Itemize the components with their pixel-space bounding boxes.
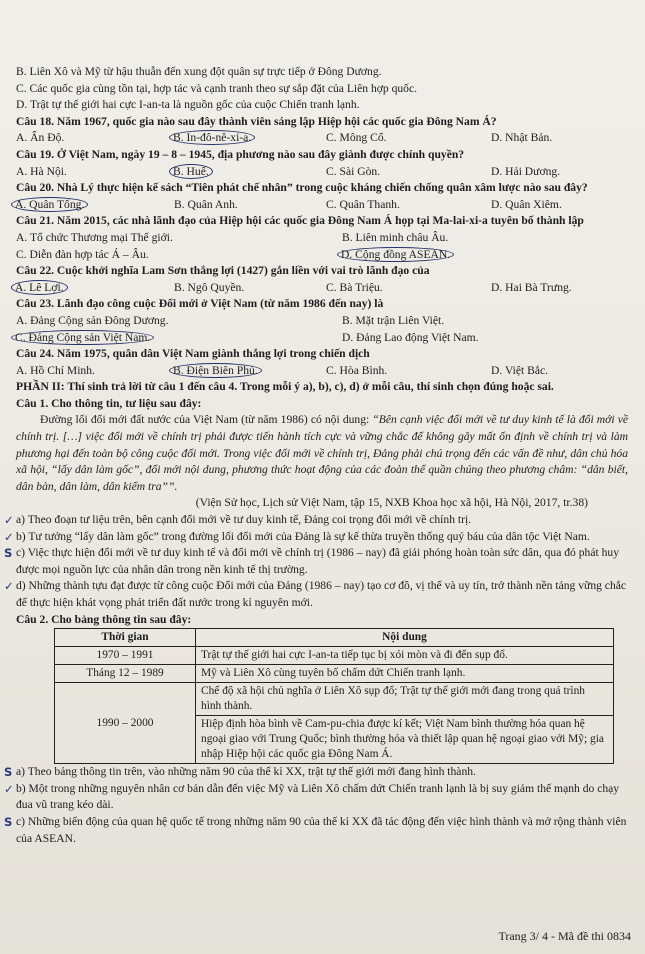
option-line: B. Liên Xô và Mỹ từ hậu thuẫn đến xung đột quân sự trực tiếp ở Đông Dương. xyxy=(16,65,382,78)
question-stem: Câu 19. Ở Việt Nam, ngày 19 – 8 – 1945, địa phương nào sau đây giành được chính quyền? xyxy=(16,147,465,161)
option-c: C. Bà Triệu. xyxy=(326,280,383,294)
source-passage xyxy=(16,412,628,495)
check-mark: ✓ xyxy=(4,579,14,594)
question-19 xyxy=(16,147,628,180)
question-22 xyxy=(16,263,628,296)
option-c xyxy=(16,330,342,347)
question-1-stem: Câu 1. Cho thông tin, tư liệu sau đây: xyxy=(16,396,202,410)
answer-circle: D. Cộng đồng ASEAN. xyxy=(337,247,454,262)
s-mark: S xyxy=(4,814,13,829)
option-c: C. Mông Cổ. xyxy=(326,131,387,145)
question-2-stem: Câu 2. Cho bảng thông tin sau đây: xyxy=(16,612,192,626)
answer-circle: B. Điện Biên Phủ. xyxy=(169,363,262,378)
option-d: D. Hải Dương. xyxy=(491,164,561,178)
option-a: A. Đảng Cộng sản Đông Dương. xyxy=(16,313,169,327)
statement-text: a) Theo bảng thông tin trên, vào những năm 90 của thế kỉ XX, trật tự thế giới mới đang hình thành. xyxy=(16,765,476,779)
option-d xyxy=(342,247,628,264)
answer-circle: C. Đảng Cộng sản Việt Nam. xyxy=(11,330,154,345)
option-a: A. Hà Nội. xyxy=(16,164,67,178)
table-row xyxy=(55,683,614,716)
table-cell-time: 1970 – 1991 xyxy=(55,647,196,665)
statement-text: c) Việc thực hiện đổi mới về tư duy kinh tế và đổi mới về chính trị (1986 – nay) đã giải phóng hoàn toàn sức dân, qua đó phát huy được mọi nguồn lực của nhân dân trong nền kinh tế thị trường. xyxy=(16,546,619,576)
passage-quote: “Bên cạnh việc đổi mới về tư duy kinh tế là đổi mới về chính trị. […] việc đổi mới về chính trị phải được tiến hành tích cực và vững chắc để không gây mất ổn định về chính trị và làm phương hại đến toàn bộ công cuộc đổi mới. Trong việc đổi mới về chính trị, Đảng phải chú trọng đến các vấn đề như, dân chủ hóa xã hội, “lấy dân làm gốc”, đổi mới nội dung, phương thức hoạt động của các đoàn thể quần chúng theo phương châm: “dân biết, dân bàn, dân làm, dân kiểm tra””. xyxy=(16,413,628,493)
table-cell-content: Trật tự thế giới hai cực I-an-ta tiếp tục bị xói mòn và đi đến sụp đổ. xyxy=(196,647,614,665)
table-cell-content: Hiệp định hòa bình về Cam-pu-chia được kí kết; Việt Nam bình thường hóa quan hệ ngoại giao với Trung Quốc; bình thường hóa và thiết lập quan hệ ngoại giao với Mỹ; gia nhập Hiệp hội các quốc gia Đông Nam Á. xyxy=(196,716,614,764)
s-mark: S xyxy=(4,546,13,561)
option-c: C. Sài Gòn. xyxy=(326,164,381,178)
option-b xyxy=(174,164,326,181)
question-23 xyxy=(16,296,628,346)
page-footer: Trang 3/ 4 - Mã đề thi 0834 xyxy=(498,929,631,943)
question-18 xyxy=(16,114,628,147)
statement-b xyxy=(4,781,628,814)
statement-a xyxy=(4,512,628,529)
option-d: D. Nhật Bản. xyxy=(491,131,553,145)
option-line: D. Trật tự thế giới hai cực I-an-ta là nguồn gốc của cuộc Chiến tranh lạnh. xyxy=(16,98,360,112)
option-b: B. Ngô Quyền. xyxy=(174,280,245,294)
option-d: D. Việt Bắc. xyxy=(491,363,549,377)
option-a xyxy=(16,197,174,214)
question-stem: Câu 20. Nhà Lý thực hiện kế sách “Tiên phát chế nhân” trong cuộc kháng chiến chống quân xâm lược nào sau đây? xyxy=(16,181,588,195)
statement-text: b) Một trong những nguyên nhân cơ bản dẫn đến việc Mỹ và Liên Xô chấm dứt Chiến tranh lạnh là bị suy giảm thế mạnh do chạy đua vũ trang kéo dài. xyxy=(16,781,620,812)
s-mark: S xyxy=(4,765,13,780)
statement-c xyxy=(4,814,628,847)
option-a: A. Tổ chức Thương mại Thế giới. xyxy=(16,230,173,244)
option-b xyxy=(174,130,326,147)
statement-text: a) Theo đoạn tư liệu trên, bên cạnh đổi mới về tư duy kinh tế, Đảng coi trọng đổi mới về chính trị. xyxy=(16,513,472,527)
question-20 xyxy=(16,180,628,213)
answer-circle: B. In-đô-nê-xi-a. xyxy=(169,130,255,145)
check-mark: ✓ xyxy=(4,781,14,796)
option-b: B. Liên minh châu Âu. xyxy=(342,230,449,244)
statement-d xyxy=(4,578,628,611)
question-stem: Câu 22. Cuộc khởi nghĩa Lam Sơn thắng lợi (1427) gắn liền với vai trò lãnh đạo của xyxy=(16,264,430,278)
option-c: C. Quân Thanh. xyxy=(326,197,400,211)
exam-content xyxy=(4,64,628,847)
option-a xyxy=(16,280,174,297)
option-b: B. Mặt trận Liên Việt. xyxy=(342,313,445,327)
statement-c xyxy=(4,545,628,578)
option-a: A. Ấn Độ. xyxy=(16,131,65,145)
question-stem: Câu 24. Năm 1975, quân dân Việt Nam giành thắng lợi trong chiến dịch xyxy=(16,347,370,361)
question-stem: Câu 23. Lãnh đạo công cuộc Đổi mới ở Việt Nam (từ năm 1986 đến nay) là xyxy=(16,297,384,311)
table-header-row xyxy=(55,629,614,647)
table-cell-content: Chế độ xã hội chủ nghĩa ở Liên Xô sụp đổ; Trật tự thế giới mới đang trong quá trình hình thành. xyxy=(196,683,614,716)
passage-intro: Đường lối đổi mới đất nước của Việt Nam (từ năm 1986) có nội dung: xyxy=(40,413,373,427)
option-d: D. Hai Bà Trưng. xyxy=(491,280,572,294)
answer-circle: A. Lê Lợi. xyxy=(11,280,68,295)
part-2-heading: PHẦN II: Thí sinh trả lời từ câu 1 đến câu 4. Trong mỗi ý a), b), c), d) ở mỗi câu, thí sinh chọn đúng hoặc sai. xyxy=(16,380,554,394)
option-line: C. Các quốc gia cùng tồn tại, hợp tác và cạnh tranh theo sự sắp đặt của Liên hợp quốc. xyxy=(16,81,418,95)
question-stem: Câu 18. Năm 1967, quốc gia nào sau đây thành viên sáng lập Hiệp hội các quốc gia Đông Nam Á? xyxy=(16,114,497,128)
option-d: D. Quân Xiêm. xyxy=(491,197,562,211)
table-header: Thời gian xyxy=(55,629,196,647)
question-stem: Câu 21. Năm 2015, các nhà lãnh đạo của Hiệp hội các quốc gia Đông Nam Á họp tại Ma-lai-xi-a tuyên bố thành lập xyxy=(16,214,584,228)
table-cell-time: Tháng 12 – 1989 xyxy=(55,665,196,683)
option-d: D. Đảng Lao động Việt Nam. xyxy=(342,330,479,344)
table-header: Nội dung xyxy=(196,629,614,647)
option-c: C. Hòa Bình. xyxy=(326,363,388,377)
question-24 xyxy=(16,346,628,379)
answer-circle: B. Huế. xyxy=(169,164,213,179)
statement-a xyxy=(4,764,628,781)
option-c: C. Diễn đàn hợp tác Á – Âu. xyxy=(16,247,149,261)
statement-text: c) Những biến động của quan hệ quốc tế trong những năm 90 của thế kỉ XX đã tác động đến việc hình thành và mở rộng thành viên của ASEAN. xyxy=(16,814,627,845)
check-mark: ✓ xyxy=(4,529,14,544)
answer-circle: A. Quân Tống. xyxy=(11,197,88,212)
question-21 xyxy=(16,213,628,263)
option-b xyxy=(174,363,326,380)
table-row xyxy=(55,647,614,665)
table-row xyxy=(55,665,614,683)
table-cell-content: Mỹ và Liên Xô cùng tuyên bố chấm dứt Chiến tranh lạnh. xyxy=(196,665,614,683)
info-table xyxy=(54,628,614,764)
statement-text: d) Những thành tựu đạt được từ công cuộc Đổi mới của Đảng (1986 – nay) tạo cơ đồ, vị thế và uy tín, trở thành nền tảng vững chắc để thực hiện khát vọng phát triển đất nước trong kỉ nguyên mới. xyxy=(16,579,627,609)
option-b: B. Quân Anh. xyxy=(174,197,238,211)
option-a: A. Hồ Chí Minh. xyxy=(16,363,95,377)
check-mark: ✓ xyxy=(4,513,14,528)
statement-text: b) Tư tưởng “lấy dân làm gốc” trong đường lối đổi mới của Đảng là sự kế thừa truyền thống quý báu của dân tộc Việt Nam. xyxy=(16,529,590,543)
passage-source: (Viện Sử học, Lịch sử Việt Nam, tập 15, NXB Khoa học xã hội, Hà Nội, 2017, tr.38) xyxy=(195,496,588,510)
statement-b xyxy=(4,529,628,546)
table-cell-time: 1990 – 2000 xyxy=(55,683,196,764)
